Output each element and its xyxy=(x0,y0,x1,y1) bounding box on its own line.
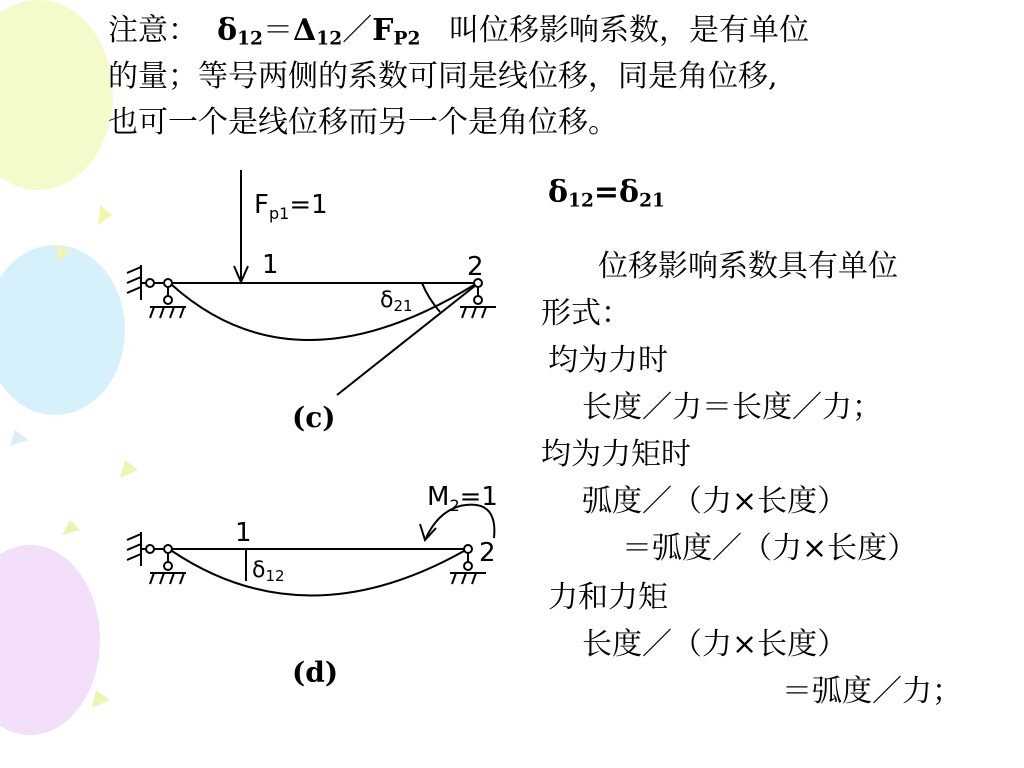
explanation-line: ＝弧度／力； xyxy=(782,674,962,709)
wall-hatch xyxy=(127,534,141,540)
explanation-line: 形式： xyxy=(541,296,631,331)
ground-hatch xyxy=(472,573,476,584)
ground-hatch xyxy=(170,573,174,584)
caption-d: (d) xyxy=(292,656,339,689)
ground-hatch xyxy=(160,573,164,584)
explanation-line: 弧度／（力×长度） xyxy=(582,484,848,519)
ground-hatch xyxy=(180,307,184,318)
delta-subscript: 21 xyxy=(639,190,665,212)
capital-delta-subscript: 12 xyxy=(316,28,343,50)
ground-hatch xyxy=(452,573,456,584)
force-subscript: P2 xyxy=(393,28,421,50)
roller xyxy=(164,562,172,570)
hinge-pin xyxy=(464,545,472,553)
roller xyxy=(164,296,172,304)
angle-delta-label: δ21 xyxy=(380,288,413,315)
capital-delta-symbol: Δ xyxy=(292,13,317,48)
delta-subscript: 12 xyxy=(237,28,263,50)
note-line-2: 的量；等号两侧的系数可同是线位移，同是角位移, xyxy=(108,59,778,94)
slash-sign: ／ xyxy=(342,13,373,48)
explanation-line: 均为力时 xyxy=(548,343,668,378)
diagram-c xyxy=(127,170,496,434)
explanation-line: 力和力矩 xyxy=(548,580,668,615)
roller xyxy=(464,562,472,570)
delta-subscript: 12 xyxy=(568,190,594,212)
hinge-pin xyxy=(164,545,172,553)
ground-hatch xyxy=(482,307,486,318)
explanation-line: 长度／力＝长度／力； xyxy=(582,390,882,425)
ground-hatch xyxy=(462,307,466,318)
displacement-delta-label: δ12 xyxy=(252,558,285,585)
note-label: 注意： xyxy=(108,13,198,48)
delta-symbol: δ xyxy=(548,175,569,210)
delta-symbol: δ xyxy=(217,13,238,48)
ground-hatch xyxy=(462,573,466,584)
wall-hatch xyxy=(127,287,141,293)
load-label: $F_{p1}=1$ xyxy=(254,190,328,223)
force-symbol: F xyxy=(372,13,394,48)
ground-hatch xyxy=(150,573,154,584)
ground-hatch xyxy=(160,307,164,318)
node-2-label: 2 xyxy=(467,252,484,282)
equals-sign: ＝ xyxy=(262,13,293,48)
explanation-line: 位移影响系数具有单位 xyxy=(598,249,898,284)
explanation-line: 均为力矩时 xyxy=(541,437,691,472)
hinge-pin xyxy=(164,279,172,287)
diagram-d xyxy=(127,482,498,689)
deflection-curve xyxy=(172,551,464,596)
wall-hatch xyxy=(127,277,141,283)
moment-label: $M_2=1$ xyxy=(427,482,498,515)
ground-hatch xyxy=(180,573,184,584)
wall-hatch xyxy=(127,544,141,550)
note-tail: 叫位移影响系数，是有单位 xyxy=(449,13,809,48)
node-2-label: 2 xyxy=(479,538,496,568)
note-line-3: 也可一个是线位移而另一个是角位移。 xyxy=(108,105,618,140)
explanation-line: ＝弧度／（力×长度） xyxy=(622,531,918,566)
wall-hatch xyxy=(127,267,141,273)
delta-symbol: δ xyxy=(619,175,640,210)
hinge-pin xyxy=(146,545,154,553)
ground-hatch xyxy=(150,307,154,318)
explanation-line: 长度／（力×长度） xyxy=(582,627,848,662)
wall-hatch xyxy=(127,554,141,560)
node-1-label: 1 xyxy=(235,518,252,548)
hinge-pin xyxy=(146,279,154,287)
ground-hatch xyxy=(170,307,174,318)
equals-sign: = xyxy=(593,175,620,210)
deflection-curve xyxy=(172,285,474,340)
ground-hatch xyxy=(472,307,476,318)
node-1-label: 1 xyxy=(262,250,279,280)
roller xyxy=(474,296,482,304)
caption-c: (c) xyxy=(292,401,336,434)
